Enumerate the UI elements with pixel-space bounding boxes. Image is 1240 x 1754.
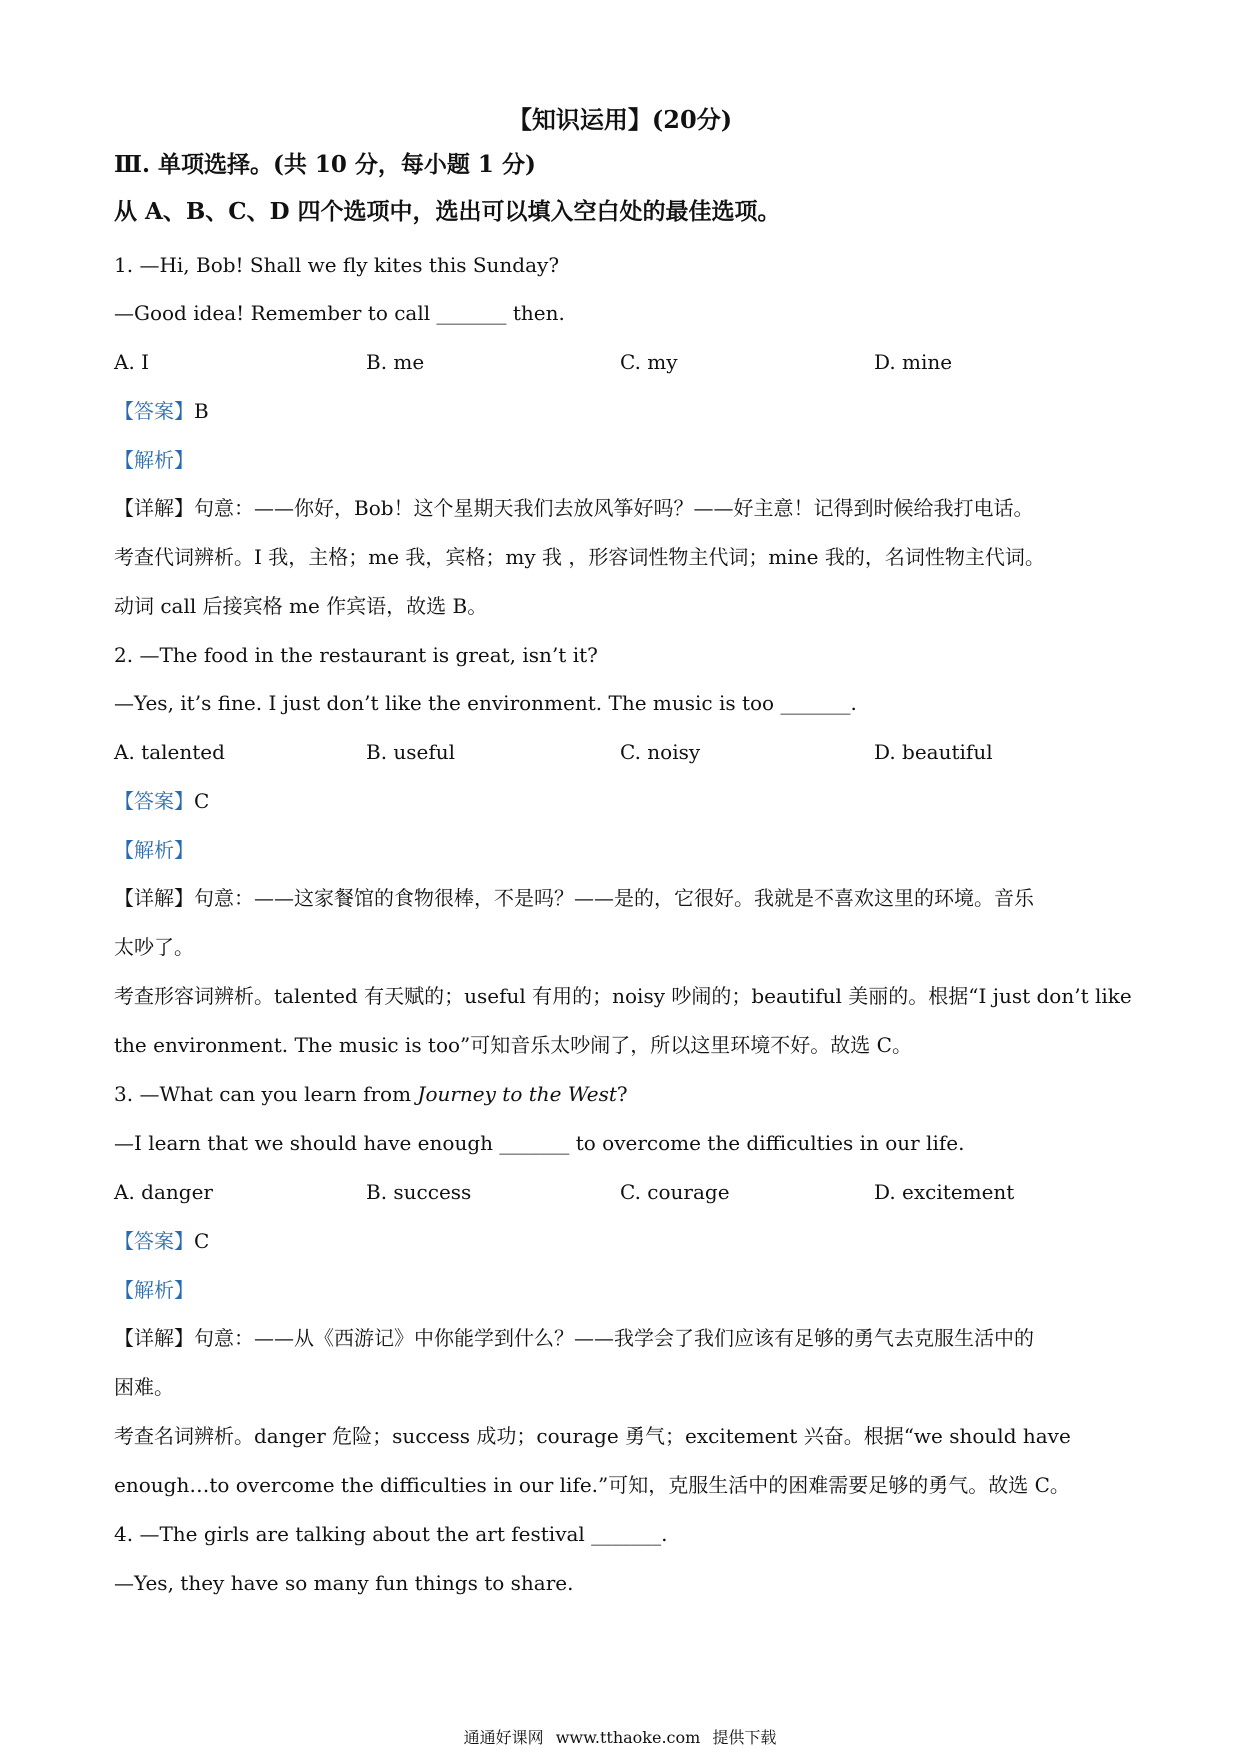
question-3-detail-line: 【详解】句意：——从《西游记》中你能学到什么？——我学会了我们应该有足够的勇气去克服生活中的 [114, 1326, 1034, 1350]
question-2-option-a: A. talented [114, 740, 225, 764]
section-instruction: 从 A、B、C、D 四个选项中，选出可以填入空白处的最佳选项。 [114, 198, 781, 225]
question-2-response: —Yes, it’s fine. I just don’t like the environment. The music is too _______. [114, 691, 857, 715]
question-2-option-c: C. noisy [620, 740, 701, 764]
answer-label: 【答案】 [114, 789, 194, 813]
answer-value: C [194, 1229, 210, 1253]
question-1-option-b: B. me [366, 350, 425, 374]
question-4-prompt: 4. —The girls are talking about the art festival _______. [114, 1522, 668, 1546]
question-3-option-b: B. success [366, 1180, 472, 1204]
question-2-detail-line: the environment. The music is too”可知音乐太吵闹了，所以这里环境不好。故选 C。 [114, 1033, 912, 1057]
question-3-answer [114, 1228, 209, 1254]
question-3-option-d: D. excitement [874, 1180, 1015, 1204]
question-2-answer [114, 788, 209, 814]
footer-note: 提供下载 [712, 1728, 777, 1747]
question-3-prompt [114, 1081, 628, 1107]
footer-site-name: 通通好课网 [463, 1728, 544, 1747]
question-1-detail-line: 考查代词辨析。I 我，主格；me 我，宾格；my 我 ，形容词性物主代词；mine 我的，名词性物主代词。 [114, 545, 1045, 569]
question-1-option-a: A. I [114, 350, 150, 374]
question-2-detail-line: 考查形容词辨析。talented 有天赋的；useful 有用的；noisy 吵闹的；beautiful 美丽的。根据“I just don’t like [114, 984, 1132, 1008]
question-2-option-d: D. beautiful [874, 740, 993, 764]
book-title: Journey to the West [417, 1082, 617, 1106]
question-1-detail-line: 【详解】句意：——你好，Bob！这个星期天我们去放风筝好吗？——好主意！记得到时候给我打电话。 [114, 496, 1034, 520]
question-4-response: —Yes, they have so many fun things to share. [114, 1571, 574, 1595]
answer-value: B [194, 399, 209, 423]
question-1-answer [114, 398, 209, 424]
answer-label: 【答案】 [114, 399, 194, 423]
question-3-detail-line: enough…to overcome the difficulties in our life.”可知，克服生活中的困难需要足够的勇气。故选 C。 [114, 1473, 1070, 1497]
page-footer [0, 1728, 1240, 1748]
question-3-prompt-prefix: 3. —What can you learn from [114, 1082, 418, 1106]
question-3-prompt-suffix: ? [616, 1082, 628, 1106]
question-1-detail-line: 动词 call 后接宾格 me 作宾语，故选 B。 [114, 594, 488, 618]
question-2-detail-line: 【详解】句意：——这家餐馆的食物很棒，不是吗？——是的，它很好。我就是不喜欢这里的环境。音乐 [114, 886, 1034, 910]
question-1-prompt: 1. —Hi, Bob! Shall we fly kites this Sunday? [114, 253, 560, 277]
question-1-response: —Good idea! Remember to call _______ then. [114, 301, 565, 325]
question-3-detail-line: 考查名词辨析。danger 危险；success 成功；courage 勇气；excitement 兴奋。根据“we should have [114, 1424, 1071, 1448]
question-2-option-b: B. useful [366, 740, 456, 764]
question-2-prompt: 2. —The food in the restaurant is great, isn’t it? [114, 643, 598, 667]
question-2-detail-line: 太吵了。 [114, 935, 194, 959]
page-title: 【知识运用】(20分) [507, 105, 733, 134]
footer-url[interactable]: www.tthaoke.com [555, 1728, 701, 1747]
question-3-option-c: C. courage [620, 1180, 730, 1204]
question-3-analysis-label: 【解析】 [114, 1278, 194, 1302]
answer-value: C [194, 789, 210, 813]
question-3-option-a: A. danger [114, 1180, 213, 1204]
question-1-analysis-label: 【解析】 [114, 448, 194, 472]
question-2-analysis-label: 【解析】 [114, 838, 194, 862]
section-heading: Ⅲ. 单项选择。(共 10 分，每小题 1 分) [114, 151, 536, 178]
question-3-response: —I learn that we should have enough _______ to overcome the difficulties in our life. [114, 1131, 965, 1155]
answer-label: 【答案】 [114, 1229, 194, 1253]
question-1-option-c: C. my [620, 350, 678, 374]
question-3-detail-line: 困难。 [114, 1375, 174, 1399]
question-1-option-d: D. mine [874, 350, 953, 374]
